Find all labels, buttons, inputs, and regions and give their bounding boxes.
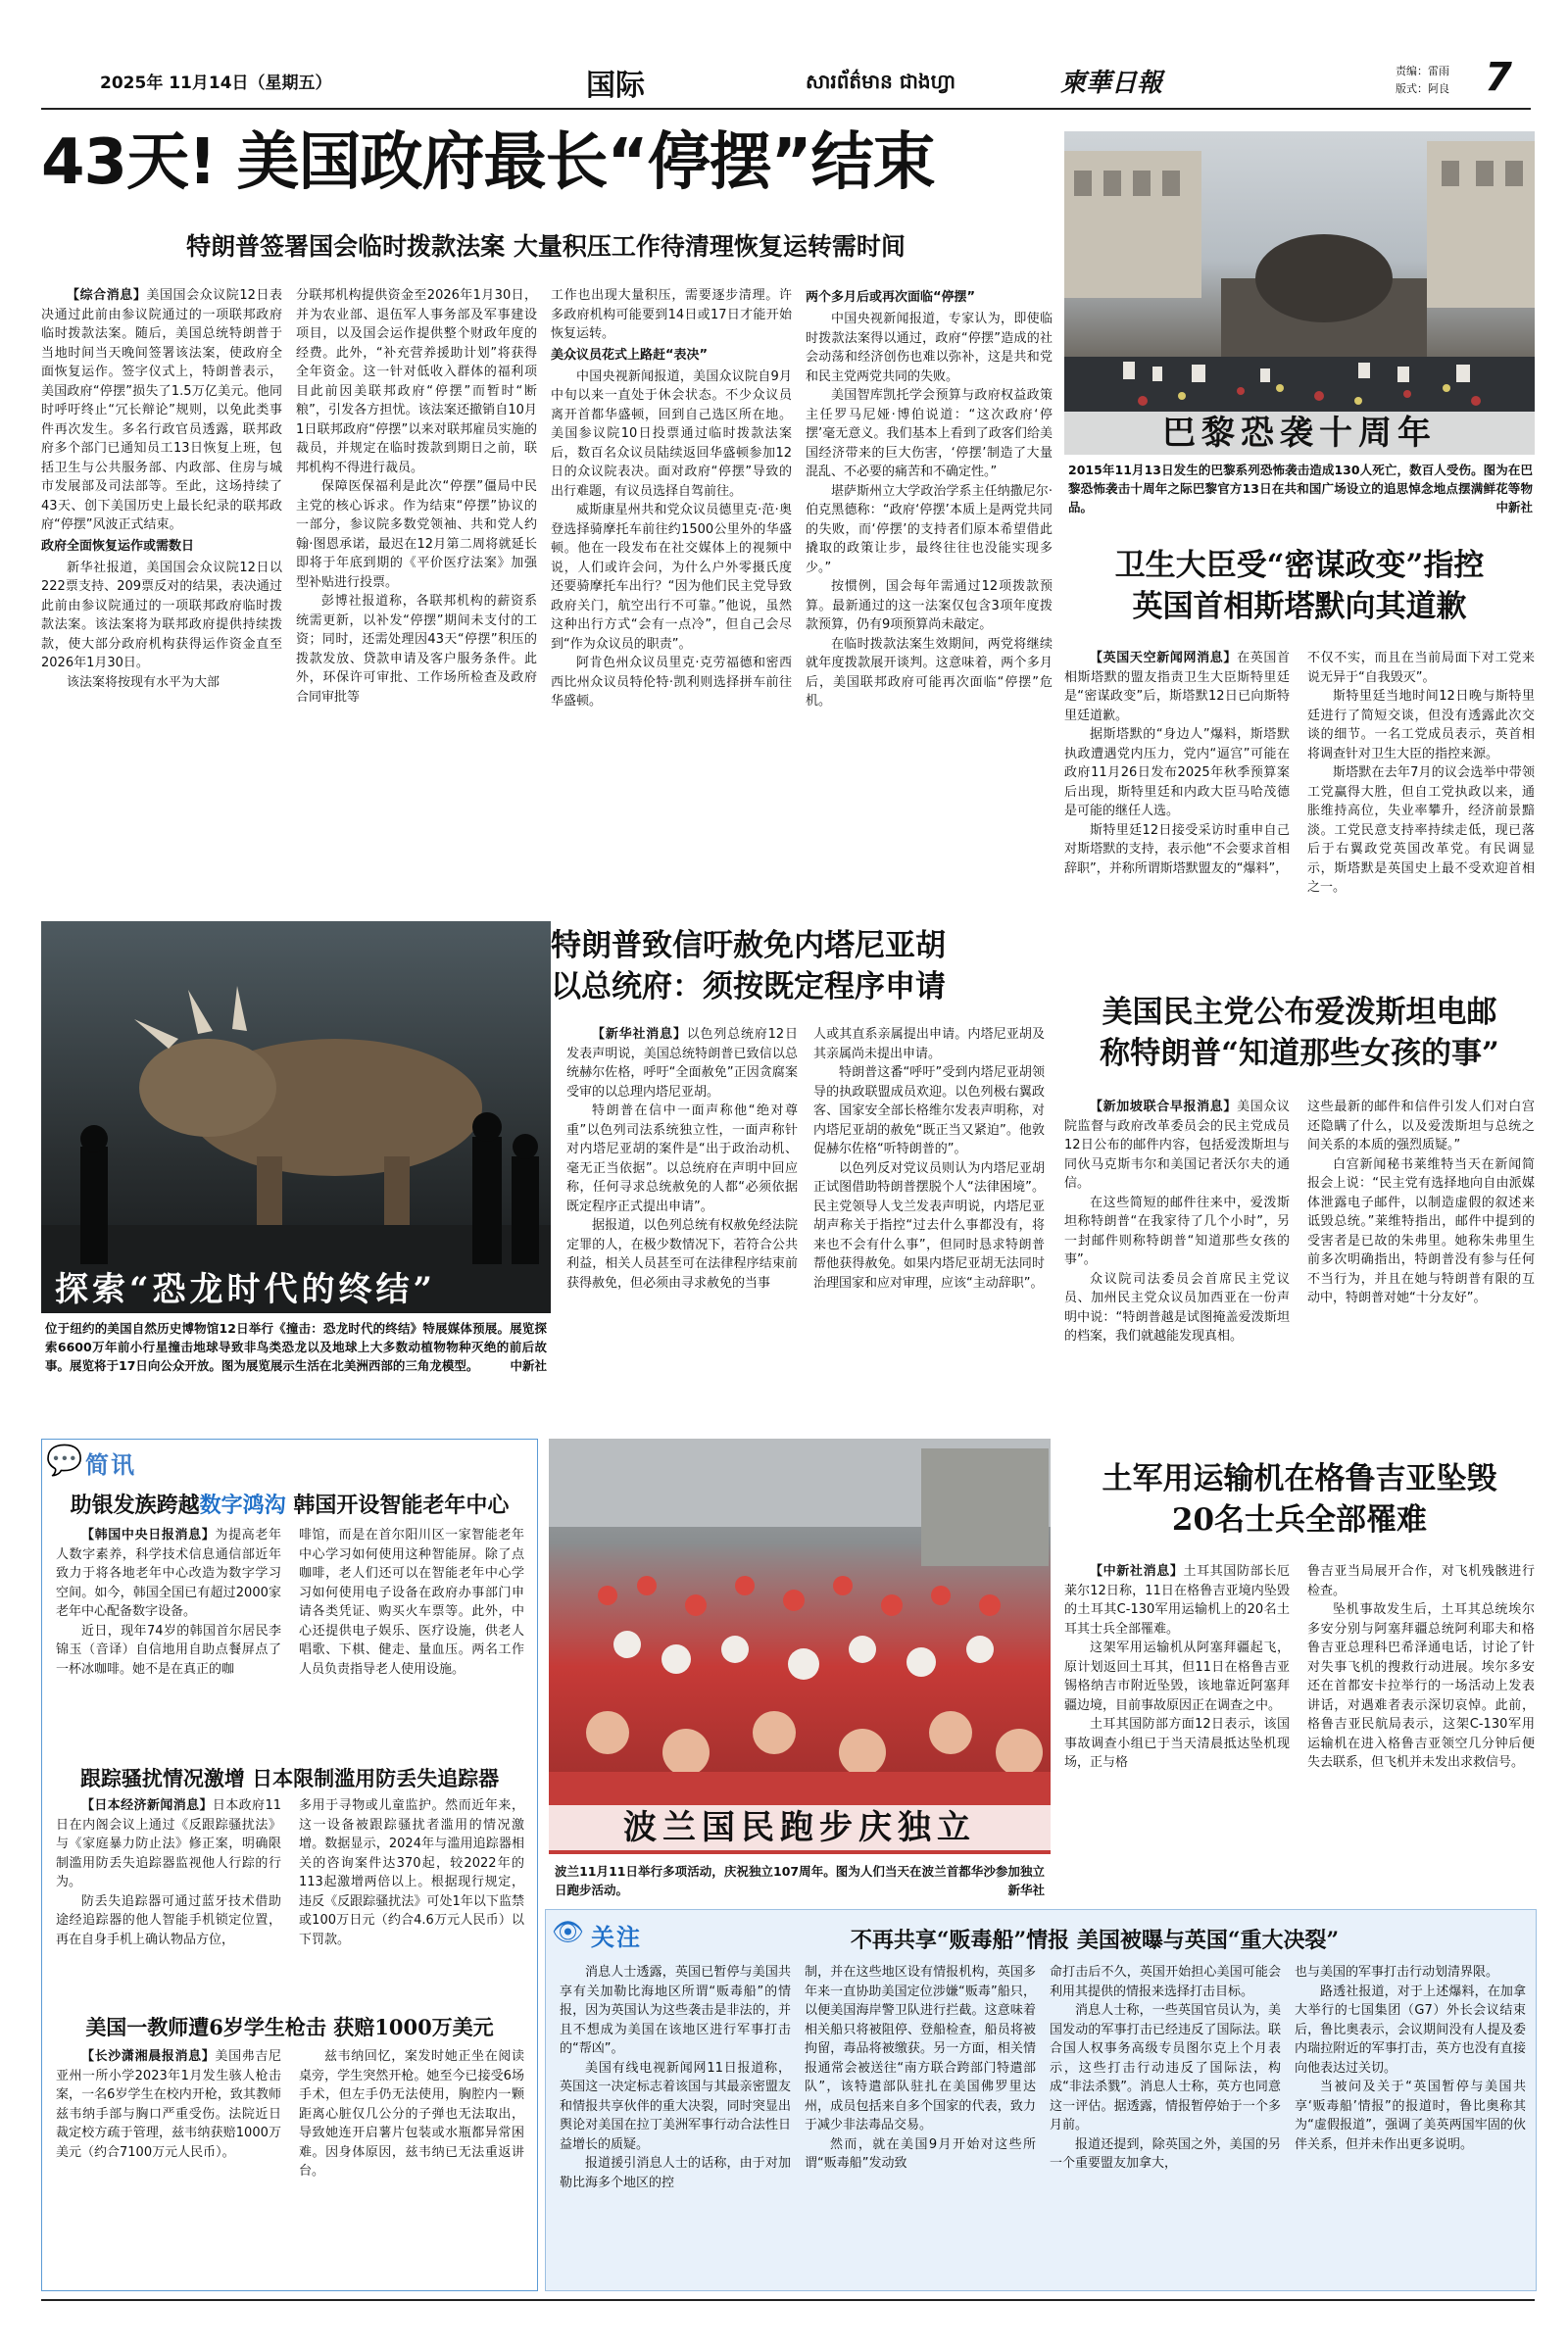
uk-col-2: 不仅不实，而且在当前局面下对工党来说无异于“自我毁灭”。 斯特里廷当地时间12日晚与斯特里廷进行了简短交谈，但没有透露此次交谈的细节。一名工党成员表示，英首相将调查针对卫生大臣的指控来源。 斯塔默在去年7月的议会选举中带领工党赢得大胜，但自工党执政以来，通胀维持高位，失业率攀升，经济前景黯淡。工党民意支持率持续走低，现已落后于右翼政党英国改革党。有民调显示，斯塔默是英国史上最不受欢迎首相之一。 [1307, 651, 1535, 895]
subhead: 政府全面恢复运作或需数日 [41, 538, 195, 554]
poland-photo [549, 1439, 1051, 1854]
focus-col-2: 制，并在这些地区设有情报机构，英国多年来一直协助美国定位涉嫌“贩毒”船只，以便美国海岸警卫队进行拦截。这意味着相关船只将被阻停、登船检查，船员将被拘留，毒品将被缴获。另一方面，相关情报通常会被送往“南方联合跨部门特遣部队”，该特遣部队驻扎在美国佛罗里达州，成员包括来自多个国家的代表，致力于减少非法毒品交易。 然而，就在美国9月开始对这些所谓“贩毒船”发动致 [805, 1965, 1036, 2171]
pardon-col-1: 【新华社消息】以色列总统府12日发表声明说，美国总统特朗普已致信以总统赫尔佐格，呼吁“全面赦免”正因贪腐案受审的以总理内塔尼亚胡。 特朗普在信中一面声称他“绝对尊重”以色列司法系统独立性，一面声称针对内塔尼亚胡的案件是“出于政治动机、毫无正当依据”。以总统府在声明中回应称，任何寻求总统赦免的人都“必须依据既定程序正式提出申请”。 据报道，以色列总统有权赦免经法院定罪的人，在极少数情况下，若符合公共利益，相关人员甚至可在法律程序结束前获得赦免，但必须由寻求赦免的当事 [566, 1027, 798, 1291]
poland-caption: 波兰11月11日举行多项活动，庆祝独立107周年。图为人们当天在波兰首都华沙参加独立日跑步活动。 新华社 [555, 1864, 1045, 1897]
poland-photo-title: 波兰国民跑步庆独立 [549, 1805, 1051, 1850]
brief-label: 💬 简讯 [46, 1444, 136, 1479]
dino-caption: 位于纽约的美国自然历史博物馆12日举行《撞击：恐龙时代的终结》特展媒体预展。展览探索6600万年前小行星撞击地球导致非鸟类恐龙以及地球上大多数动植物物种灭绝的前后故事。展览将于17日向公众开放。图为展览展示生活在北美洲西部的三角龙模型。 中新社 [45, 1321, 547, 1373]
brief-headline-3: 美国一教师遭6岁学生枪击 获赔1000万美元 [85, 2015, 494, 2039]
paper-name: 柬華日報 [1060, 69, 1163, 98]
pardon-headline-1: 特朗普致信吁赦免内塔尼亚胡 [551, 928, 946, 963]
epstein-col-2: 这些最新的邮件和信件引发人们对白宫还隐瞒了什么，以及爱泼斯坦与总统之间关系的本质的强烈质疑。” 白宫新闻秘书莱维特当天在新闻简报会上说：“民主党有选择地向自由派媒体泄露电子邮件，以制造虚假的叙述来诋毁总统。”莱维特指出，邮件中提到的受害者是已故的朱弗里。她称朱弗里生前多次明确指出，特朗普没有参与任何不当行为，并且在她与特朗普有限的互动中，特朗普对她“十分友好”。 [1307, 1100, 1535, 1305]
focus-label: 👁 关注 [552, 1918, 642, 1951]
layout-credit: 版式：阿良 [1396, 82, 1449, 95]
section-title: 国际 [586, 69, 645, 103]
paris-photo-title: 巴黎恐袭十周年 [1064, 412, 1535, 455]
eye-icon: 👁 [552, 1918, 585, 1947]
issue-date: 2025年 11月14日（星期五） [100, 74, 332, 93]
pardon-col-2: 人或其直系亲属提出申请。内塔尼亚胡及其亲属尚未提出申请。 特朗普这番“呼吁”受到内塔尼亚胡领导的执政联盟成员欢迎。以色列极右翼政客、国家安全部长格维尔发表声明称，对内塔尼亚胡的赦免“既正当又紧迫”。他敦促赫尔佐格“听特朗普的”。 以色列反对党议员则认为内塔尼亚胡正试图借助特朗普摆脱个人“法律困境”。民主党领导人戈兰发表声明说，内塔尼亚胡声称关于指控“过去什么事都没有，将来也不会有什么事”，但同时恳求特朗普帮他获得赦免。如果内塔尼亚胡无法同时治理国家和应对审理，应该“主动辞职”。 [813, 1027, 1045, 1291]
brief-3-col-1: 【长沙潇湘晨报消息】美国弗吉尼亚州一所小学2023年1月发生骇人枪击案，一名6岁学生在校内开枪，致其教师兹韦纳手部与胸口严重受伤。法院近日裁定校方疏于管理，兹韦纳获赔1000万美元（约合7100万元人民币）。 [56, 2049, 281, 2160]
photo-credit: 中新社 [1495, 500, 1533, 514]
brief-headline-2: 跟踪骚扰情况激增 日本限制滥用防丢失追踪器 [79, 1766, 500, 1790]
photo-credit: 新华社 [1007, 1883, 1045, 1897]
lead-col-2: 分联邦机构提供资金至2026年1月30日，并为农业部、退伍军人事务部及军事建设项目，以及国会运作提供整个财政年度的经费。此外，“补充营养援助计划”将获得全年资金。这一针对低收入群体的福利项目此前因美联邦政府“停摆”而暂时“断粮”，引发各方担忧。该法案还撤销自10月1日联邦政府“停摆”以来对联邦雇员实施的裁员，并规定在临时拨款到期日之前，联邦机构不得进行裁员。 保障医保福利是此次“停摆”僵局中民主党的核心诉求。作为结束“停摆”协议的一部分，参议院多数党领袖、共和党人约翰·图恩承诺，最迟在12月第二周将就延长即将于年底到期的《平价医疗法案》加强型补贴进行投票。 彭博社报道称，各联邦机构的薪资系统需更新，以补发“停摆”期间未支付的工资；同时，还需处理因43天“停摆”积压的拨款发放、贷款申请及客户服务条件。此外，环保许可审批、工作场所检查及政府合同审批等 [296, 288, 537, 705]
brief-1-col-2: 啡馆，而是在首尔阳川区一家智能老年中心学习如何使用这种智能屏。除了点咖啡，老人们还可以在智能老年中心学习如何使用电子设备在政府办事部门申请各类凭证、购买火车票等。此外，中心还提供电子娱乐、医疗设施，供老人唱歌、下棋、健走、量血压。两名工作人员负责指导老人使用设施。 [299, 1528, 524, 1677]
focus-col-4: 也与美国的军事打击行动划清界限。 路透社报道，对于上述爆料，在加拿大举行的七国集团（G7）外长会议结束后，鲁比奥表示，会议期间没有人提及委内瑞拉附近的军事打击，英方也没有直接向他表达过关切。 当被问及关于“英国暂停与美国共享‘贩毒船’情报”的报道时，鲁比奥称其为“虚假报道”，强调了美英两国牢固的伙伴关系，但并未作出更多说明。 [1295, 1965, 1526, 2152]
brief-1-col-1: 【韩国中央日报消息】为提高老年人数字素养，科学技术信息通信部近年致力于将各地老年中心改造为数字学习空间。如今，韩国全国已有超过2000家老年中心配备数字设备。 近日，现年74岁的韩国首尔居民李锦玉（音译）自信地用自助点餐屏点了一杯冰咖啡。她不是在真正的咖 [56, 1528, 281, 1677]
turkey-col-1: 【中新社消息】土耳其国防部长厄莱尔12日称，11日在格鲁吉亚境内坠毁的土耳其C-130军用运输机上的20名土耳其士兵全部罹难。 这架军用运输机从阿塞拜疆起飞，原计划返回土耳其，但11日在格鲁吉亚锡格纳吉市附近坠毁，该地靠近阿塞拜疆边境，目前事故原因正在调查之中。 土耳其国防部方面12日表示，该国事故调查小组已于当天清晨抵达坠机现场，正与格 [1064, 1564, 1290, 1770]
speech-bubble-icon: 💬 [46, 1444, 83, 1478]
pardon-headline-2: 以总统府：须按既定程序申请 [551, 969, 946, 1004]
bottom-rule [41, 2299, 1535, 2301]
page-number: 7 [1485, 55, 1512, 100]
masthead [41, 57, 1531, 110]
editor-credit: 责编：雷雨 [1396, 65, 1449, 77]
uk-headline-2: 英国首相斯塔默向其道歉 [1132, 589, 1467, 624]
turkey-headline-1: 土军用运输机在格鲁吉亚坠毁 [1102, 1461, 1497, 1496]
focus-box [545, 1909, 1537, 2291]
dino-photo-art [41, 921, 551, 1313]
brief-2-col-2: 多用于寻物或儿童监护。然而近年来，这一设备被跟踪骚扰者滥用的情况激增。数据显示，2024年与滥用追踪器相关的咨询案件达370起，较2022年的113起激增两倍以上。根据现行规定，违反《反跟踪骚扰法》可处1年以下监禁或100万日元（约合4.6万元人民币）以下罚款。 [299, 1798, 524, 1947]
khmer-name: សារព័ត៌មាន ជាងហ្វា [806, 70, 956, 93]
lead-col-1: 【综合消息】美国国会众议院12日表决通过此前由参议院通过的一项联邦政府临时拨款法案。随后，美国总统特朗普于当地时间当天晚间签署该法案，使政府全面恢复运作。签字仪式上，特朗普表示，美国政府“停摆”损失了1.5万亿美元。他同时呼吁终止“冗长辩论”规则，以免此类事件再次发生。多名行政官员透露，联邦政府多个部门已通知员工13日恢复上班，包括卫生与公共服务部、内政部、住房与城市发展部及司法部等。至此，这场持续了43天、创下美国历史上最长纪录的联邦政府“停摆”风波正式结束。 政府全面恢复运作或需数日 新华社报道，美国国会众议院12日以222票支持、209票反对的结果，表决通过此前由参议院通过的一项联邦政府临时拨款法案。该法案将为联邦政府提供持续拨款，使大部分政府机构获得运作资金直至2026年1月30日。 该法案将按现有水平为大部 [41, 288, 282, 690]
photo-credit: 中新社 [510, 1358, 547, 1373]
subhead: 两个多月后或再次面临“停摆” [806, 290, 976, 305]
lead-col-3: 工作也出现大量积压，需要逐步清理。许多政府机构可能要到14日或17日才能开始恢复运转。 美众议员花式上路赶“表决” 中国央视新闻报道，美国众议院自9月中旬以来一直处于休会状态。不少众议员离开首都华盛顿，回到自己选区所在地。美国参议院10日投票通过临时拨款法案后，数百名众议员陆续返回华盛顿参加12日的众议院表决。面对政府“停摆”导致的出行难题，有议员选择自驾前往。 威斯康星州共和党众议员德里克·范·奥登选择骑摩托车前往约1500公里外的华盛顿。他在一段发布在社交媒体上的视频中说，人们或许会问，为什么户外零摄氏度还要骑摩托车出行？“因为他们民主党导致政府关门，航空出行不可靠。”他说，虽然这种出行方式“会有一点冷”，但自己会尽到“作为众议员的职责”。 阿肯色州众议员里克·克劳福德和密西西比州众议员特伦特·凯利则选择拼车前往华盛顿。 [551, 288, 792, 709]
brief-headline-1: 助银发族跨越数字鸿沟 韩国开设智能老年中心 [70, 1493, 510, 1518]
lead-headline: 43天! 美国政府最长“停摆”结束 [41, 126, 935, 199]
subhead: 美众议员花式上路赶“表决” [551, 347, 709, 363]
dino-photo-title: 探索“恐龙时代的终结” [55, 1270, 437, 1309]
turkey-headline-2: 20名士兵全部罹难 [1171, 1502, 1428, 1538]
lead-subhead: 特朗普签署国会临时拨款法案 大量积压工作待清理恢复运转需时间 [186, 232, 906, 261]
poland-photo-art [549, 1439, 1051, 1854]
brief-2-col-1: 【日本经济新闻消息】日本政府11日在内阁会议上通过《反跟踪骚扰法》与《家庭暴力防止法》修正案，明确限制滥用防丢失追踪器监视他人行踪的行为。 防丢失追踪器可通过蓝牙技术借助途经追踪器的他人智能手机锁定位置，再在自身手机上确认物品方位， [56, 1798, 281, 1947]
epstein-headline-2: 称特朗普“知道那些女孩的事” [1100, 1036, 1499, 1071]
brief-3-col-2: 兹韦纳回忆，案发时她正坐在阅读桌旁，学生突然开枪。她至今已接受6场手术，但左手仍无法使用，胸腔内一颗距离心脏仅几公分的子弹也无法取出，导致她连开启薯片包装或水瓶都异常困难。因身体原因，兹韦纳已无法重返讲台。 [299, 2049, 524, 2179]
uk-col-1: 【英国天空新闻网消息】在英国首相斯塔默的盟友指责卫生大臣斯特里廷是“密谋政变”后，斯塔默12日已向斯特里廷道歉。 据斯塔默的“身边人”爆料，斯塔默执政遭遇党内压力，党内“逼宫”可能在政府11月26日发布2025年秋季预算案后出现，斯特里廷和内政大臣马哈茂德是可能的继任人选。 斯特里廷12日接受采访时重申自己对斯塔默的支持，表示他“不会要求首相辞职”，并称所谓斯塔默盟友的“爆料”， [1064, 651, 1290, 876]
epstein-headline-1: 美国民主党公布爱泼斯坦电邮 [1102, 995, 1497, 1030]
focus-col-1: 消息人士透露，英国已暂停与美国共享有关加勒比海地区所谓“贩毒船”的情报，因为英国认为这些袭击是非法的，并且不想成为美国在该地区进行军事打击的“帮凶”。 美国有线电视新闻网11日报道称，英国这一决定标志着该国与其最亲密盟友和情报共享伙伴的重大决裂，同时突显出舆论对美国在拉丁美洲军事行动合法性日益增长的质疑。 报道援引消息人士的话称，由于对加勒比海多个地区的控 [560, 1965, 791, 2190]
paris-caption: 2015年11月13日发生的巴黎系列恐怖袭击造成130人死亡，数百人受伤。图为在巴黎恐怖袭击十周年之际巴黎官方13日在共和国广场设立的追思悼念地点摆满鲜花等物品。 中新社 [1068, 463, 1533, 514]
focus-col-3: 命打击后不久，英国开始担心美国可能会利用其提供的情报来选择打击目标。 消息人士称，一些英国官员认为，美国发动的军事打击已经违反了国际法。联合国人权事务高级专员图尔克上个月表示，这些打击行动违反了国际法，构成“非法杀戮”。消息人士称，英方也同意这一评估。据透露，情报暂停始于一个多月前。 报道还提到，除英国之外，美国的另一个重要盟友加拿大， [1050, 1965, 1281, 2171]
uk-headline-1: 卫生大臣受“密谋政变”指控 [1114, 548, 1485, 583]
lead-col-4: 两个多月后或再次面临“停摆” 中国央视新闻报道，专家认为，即使临时拨款法案得以通过，政府“停摆”造成的社会动荡和经济创伤也难以弥补，这是共和党和民主党两党共同的失败。 美国智库凯托学会预算与政府权益政策主任罗马尼娅·博伯说道：“这次政府‘停摆’毫无意义。我们基本上看到了政客们给美国经济带来的巨大伤害，‘停摆’制造了大量混乱、不必要的痛苦和不确定性。” 堪萨斯州立大学政治学系主任纳撒尼尔·伯克黑德称：“政府‘停摆’本质上是两党共同的失败，而‘停摆’的支持者们原本希望借此撬取的政策让步，最终往往也没能实现多少。” 按惯例，国会每年需通过12项拨款预算。最新通过的这一法案仅包含3项年度拨款预算，仍有9项预算尚未敲定。 在临时拨款法案生效期间，两党将继续就年度拨款展开谈判。这意味着，两个多月后，美国联邦政府可能再次面临“停摆”危机。 [806, 290, 1053, 709]
paris-photo-art [1064, 131, 1535, 455]
brief-box [41, 1439, 538, 2291]
turkey-col-2: 鲁吉亚当局展开合作，对飞机残骸进行检查。 坠机事故发生后，土耳其总统埃尔多安分别与阿塞拜疆总统阿利耶夫和格鲁吉亚总理科巴希泽通电话，讨论了针对失事飞机的搜救行动进展。埃尔多安还在首都安卡拉举行的一场活动上发表讲话，对遇难者表示深切哀悼。此前，格鲁吉亚民航局表示，这架C-130军用运输机在进入格鲁吉亚领空几分钟后便失去联系，但飞机并未发出求救信号。 [1307, 1564, 1535, 1770]
paris-photo [1064, 131, 1535, 455]
focus-headline: 不再共享“贩毒船”情报 美国被曝与英国“重大决裂” [850, 1928, 1340, 1953]
dino-photo [41, 921, 551, 1313]
epstein-col-1: 【新加坡联合早报消息】美国众议院监督与政府改革委员会的民主党成员12日公布的邮件内容，包括爱泼斯坦与同伙马克斯韦尔和美国记者沃尔夫的通信。 在这些简短的邮件往来中，爱泼斯坦称特朗普“在我家待了几个小时”，另一封邮件则称特朗普“知道那些女孩的事”。 众议院司法委员会首席民主党议员、加州民主党众议员加西亚在一份声明中说：“特朗普越是试图掩盖爱泼斯坦的档案，我们就越能发现真相。 [1064, 1100, 1290, 1344]
